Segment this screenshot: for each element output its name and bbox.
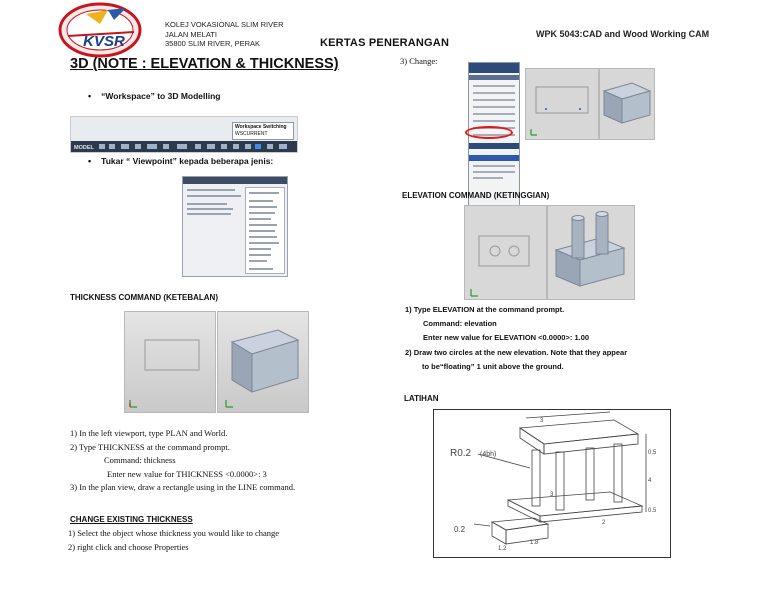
- dim-top: 3: [540, 418, 544, 424]
- school-line: 35800 SLIM RIVER, PERAK: [165, 39, 261, 48]
- workspace-toolbar-screenshot: [70, 116, 298, 153]
- box-3d-viewport-right: [599, 68, 655, 140]
- box-3d-viewport: [217, 311, 309, 413]
- document-title: KERTAS PENERANGAN: [320, 37, 450, 49]
- change-thickness-heading: CHANGE EXISTING THICKNESS: [70, 515, 193, 524]
- viewport-submenu: [245, 187, 285, 274]
- bullet-viewpoint: • Tukar “ Viewpoint” kepada beberapa jenis:: [88, 156, 273, 166]
- dim-width-1: 1.2: [498, 546, 507, 552]
- radius-note: (4bh): [480, 451, 497, 458]
- elevation-plan-viewport: [464, 205, 547, 300]
- thickness-heading: THICKNESS COMMAND (KETEBALAN): [70, 293, 218, 302]
- toolbar-icons: [99, 143, 294, 150]
- school-line: KOLEJ VOKASIONAL SLIM RIVER: [165, 20, 284, 29]
- course-code: WPK 5043:CAD and Wood Working CAM: [536, 29, 710, 39]
- plan-viewport-left: [124, 311, 216, 413]
- main-title: 3D (NOTE : ELEVATION & THICKNESS): [70, 56, 339, 72]
- change-thickness-steps: [68, 527, 279, 554]
- school-line: JALAN MELATI: [165, 29, 217, 39]
- bullet-workspace: • “Workspace” to 3D Modelling: [88, 91, 221, 101]
- dim-width-2: 1.8: [530, 540, 539, 546]
- dim-right-top: 0.5: [648, 450, 657, 456]
- step-line: to be“floating” 1 unit above the ground.: [422, 361, 564, 371]
- exercise-drawing: [433, 409, 671, 558]
- step-line: 1) In the left viewport, type PLAN and World.: [70, 428, 228, 438]
- dim-low: 0.2: [454, 525, 466, 534]
- step-line: 2) Draw two circles at the new elevation. Note that they appear: [405, 347, 628, 357]
- menu-header: [183, 177, 287, 184]
- dim-mid: 3: [550, 492, 554, 498]
- dim-right-mid: 4: [648, 478, 652, 484]
- workspace-switching-popup: [232, 122, 294, 140]
- dim-right-bottom: 0.5: [648, 508, 657, 514]
- thickness-highlight-circle: [465, 126, 513, 139]
- thickness-steps: [70, 427, 295, 495]
- radius-label: R0.2: [450, 448, 472, 459]
- step-line: 1) Select the object whose thickness you would like to change: [68, 528, 280, 538]
- dim-side: 2: [602, 520, 606, 526]
- step-line: Command: elevation: [423, 319, 497, 329]
- elevation-3d-viewport: [547, 205, 635, 300]
- kvsr-logo: [56, 2, 160, 60]
- latihan-heading: LATIHAN: [404, 394, 439, 403]
- step-line: 3) In the plan view, draw a rectangle using in the LINE command.: [70, 482, 296, 493]
- change-label: 3) Change:: [400, 56, 438, 66]
- model-tab-label: MODEL: [74, 145, 94, 151]
- status-strip: [71, 141, 297, 152]
- elevation-heading: ELEVATION COMMAND (KETINGGIAN): [402, 191, 550, 200]
- step-line: Enter new value for ELEVATION <0.0000>: 1.00: [423, 333, 590, 343]
- popup-title: Workspace Switching: [235, 124, 287, 130]
- elevation-steps: [405, 303, 627, 374]
- school-address: [165, 20, 284, 49]
- step-line: 1) Type ELEVATION at the command prompt.: [405, 305, 565, 314]
- logo-text: KVSR: [83, 33, 125, 50]
- step-line: Enter new value for THICKNESS <0.0000>: 3: [107, 468, 267, 479]
- step-line: 2) right click and choose Properties: [68, 541, 189, 552]
- viewport-menu-screenshot: [182, 176, 288, 277]
- step-line: Command: thickness: [104, 455, 176, 466]
- step-line: 2) Type THICKNESS at the command prompt.: [70, 441, 230, 452]
- popup-subtitle: WSCURRENT: [235, 131, 268, 137]
- plan-viewport-right: [525, 68, 599, 140]
